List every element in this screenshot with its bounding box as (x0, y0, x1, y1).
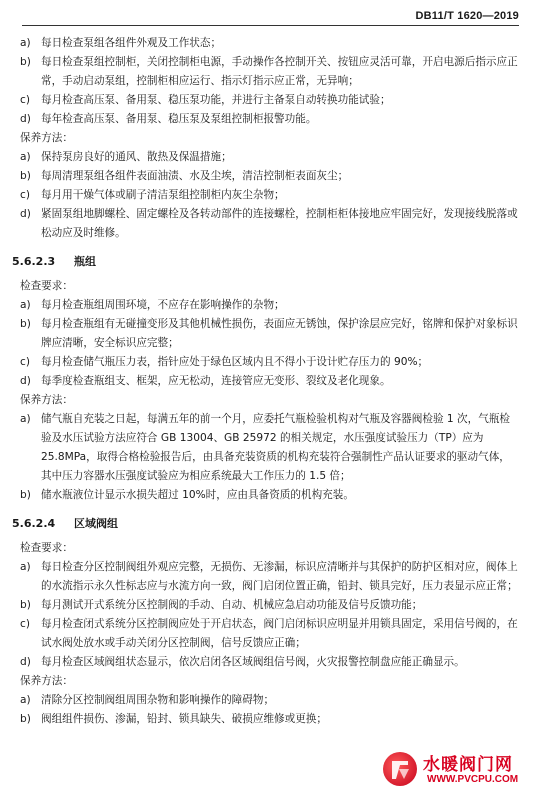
header-rule (22, 25, 519, 26)
list-item: b) 每周清理泵组各组件表面油渍、水及尘埃，清洁控制柜表面灰尘； (20, 170, 349, 182)
list-item: c) 每月检查闭式系统分区控制阀应处于开启状态，阀门启闭标识应明显并用锁具固定，采用信号阀的，在试水阀处放水或手动关闭分区控制阀，信号反馈应正确； (20, 618, 518, 649)
section-continued-checks (20, 34, 519, 243)
list-item: a) 每日检查分区控制阀组外观应完整，无损伤、无渗漏，标识应清晰并与其保护的防护区相对应，阀体上的水流指示永久性标志应与水流方向一致，阀门启闭位置正确，铅封、锁具完好，压力表显示应正常； (20, 561, 518, 592)
list-item: c) 每月检查高压泵、备用泵、稳压泵功能，并进行主备泵自动转换功能试验； (20, 94, 391, 106)
list-item: a) 每日检查泵组各组件外观及工作状态； (20, 37, 222, 49)
maintenance-label: 保养方法： (20, 394, 73, 406)
document-body (12, 34, 519, 729)
list-item: a) 储气瓶自充装之日起，每满五年的前一个月，应委托气瓶检验机构对气瓶及容器阀检验 1 次，气瓶检验及水压试验方法应符合 GB 13004、GB 25972 的相关规定，水压强度试验压力（TP）应为 25.8MPa，取得合格检验报告后，由具备充装资质的机构充装符合强制性产品认证要求的驱动气体，其中压力容器水压强度试验应为相应系统最大工作压力的 1.5 倍； (20, 413, 511, 482)
list-item: d) 每年检查高压泵、备用泵、稳压泵及泵组控制柜报警功能。 (20, 113, 317, 125)
list-item: a) 清除分区控制阀组周围杂物和影响操作的障碍物； (20, 694, 275, 706)
check-label: 检查要求： (20, 542, 73, 554)
watermark-url: WWW.PVCPU.COM (427, 774, 519, 785)
section-zone-valve-group (12, 514, 519, 729)
list-item: c) 每月用干燥气体或刷子清洁泵组控制柜内灰尘杂物； (20, 189, 285, 201)
list-item: d) 每季度检查瓶组支、框架，应无松动，连接管应无变形、裂纹及老化现象。 (20, 375, 391, 387)
list-item: d) 每月检查区域阀组状态显示，依次启闭各区域阀组信号阀，火灾报警控制盘应能正确显示。 (20, 656, 465, 668)
list-item: a) 保持泵房良好的通风、散热及保温措施； (20, 151, 232, 163)
page-header: DB11/T 1620—2019 (415, 10, 519, 22)
list-item: b) 每日检查泵组控制柜，关闭控制柜电源，手动操作各控制开关、按钮应灵活可靠，开启电源后指示应正常，手动启动泵组，控制柜相应运行、指示灯指示应正常，无异响； (20, 56, 518, 87)
list-item: d) 紧固泵组地脚螺栓、固定螺栓及各转动部件的连接螺栓，控制柜柜体接地应牢固完好，发现接线脱落或松动应及时维修。 (20, 208, 518, 239)
section-heading: 5.6.2.3 瓶组 (12, 255, 96, 268)
watermark-logo (383, 750, 533, 794)
list-item: b) 阀组组件损伤、渗漏，铅封、锁具缺失、破损应维修或更换； (20, 713, 328, 725)
list-item: b) 每月测试开式系统分区控制阀的手动、自动、机械应急启动功能及信号反馈功能； (20, 599, 423, 611)
list-item: b) 每月检查瓶组有无碰撞变形及其他机械性损伤，表面应无锈蚀，保护涂层应完好，铭牌和保护对象标识牌应清晰，安全标识应完整； (20, 318, 518, 349)
section-heading: 5.6.2.4 区域阀组 (12, 517, 118, 530)
check-label: 检查要求： (20, 280, 73, 292)
maintenance-label: 保养方法： (20, 675, 73, 687)
list-item: c) 每月检查储气瓶压力表，指针应处于绿色区域内且不得小于设计贮存压力的 90%； (20, 356, 429, 368)
watermark-brand: 水暖阀门网 (423, 755, 513, 775)
list-item: a) 每月检查瓶组周围环境，不应存在影响操作的杂物； (20, 299, 285, 311)
maintenance-label: 保养方法： (20, 132, 73, 144)
section-cylinder-group (12, 252, 519, 505)
list-item: b) 储水瓶液位计显示水损失超过 10%时，应由具备资质的机构充装。 (20, 489, 354, 501)
brand-logo-icon (383, 752, 417, 786)
